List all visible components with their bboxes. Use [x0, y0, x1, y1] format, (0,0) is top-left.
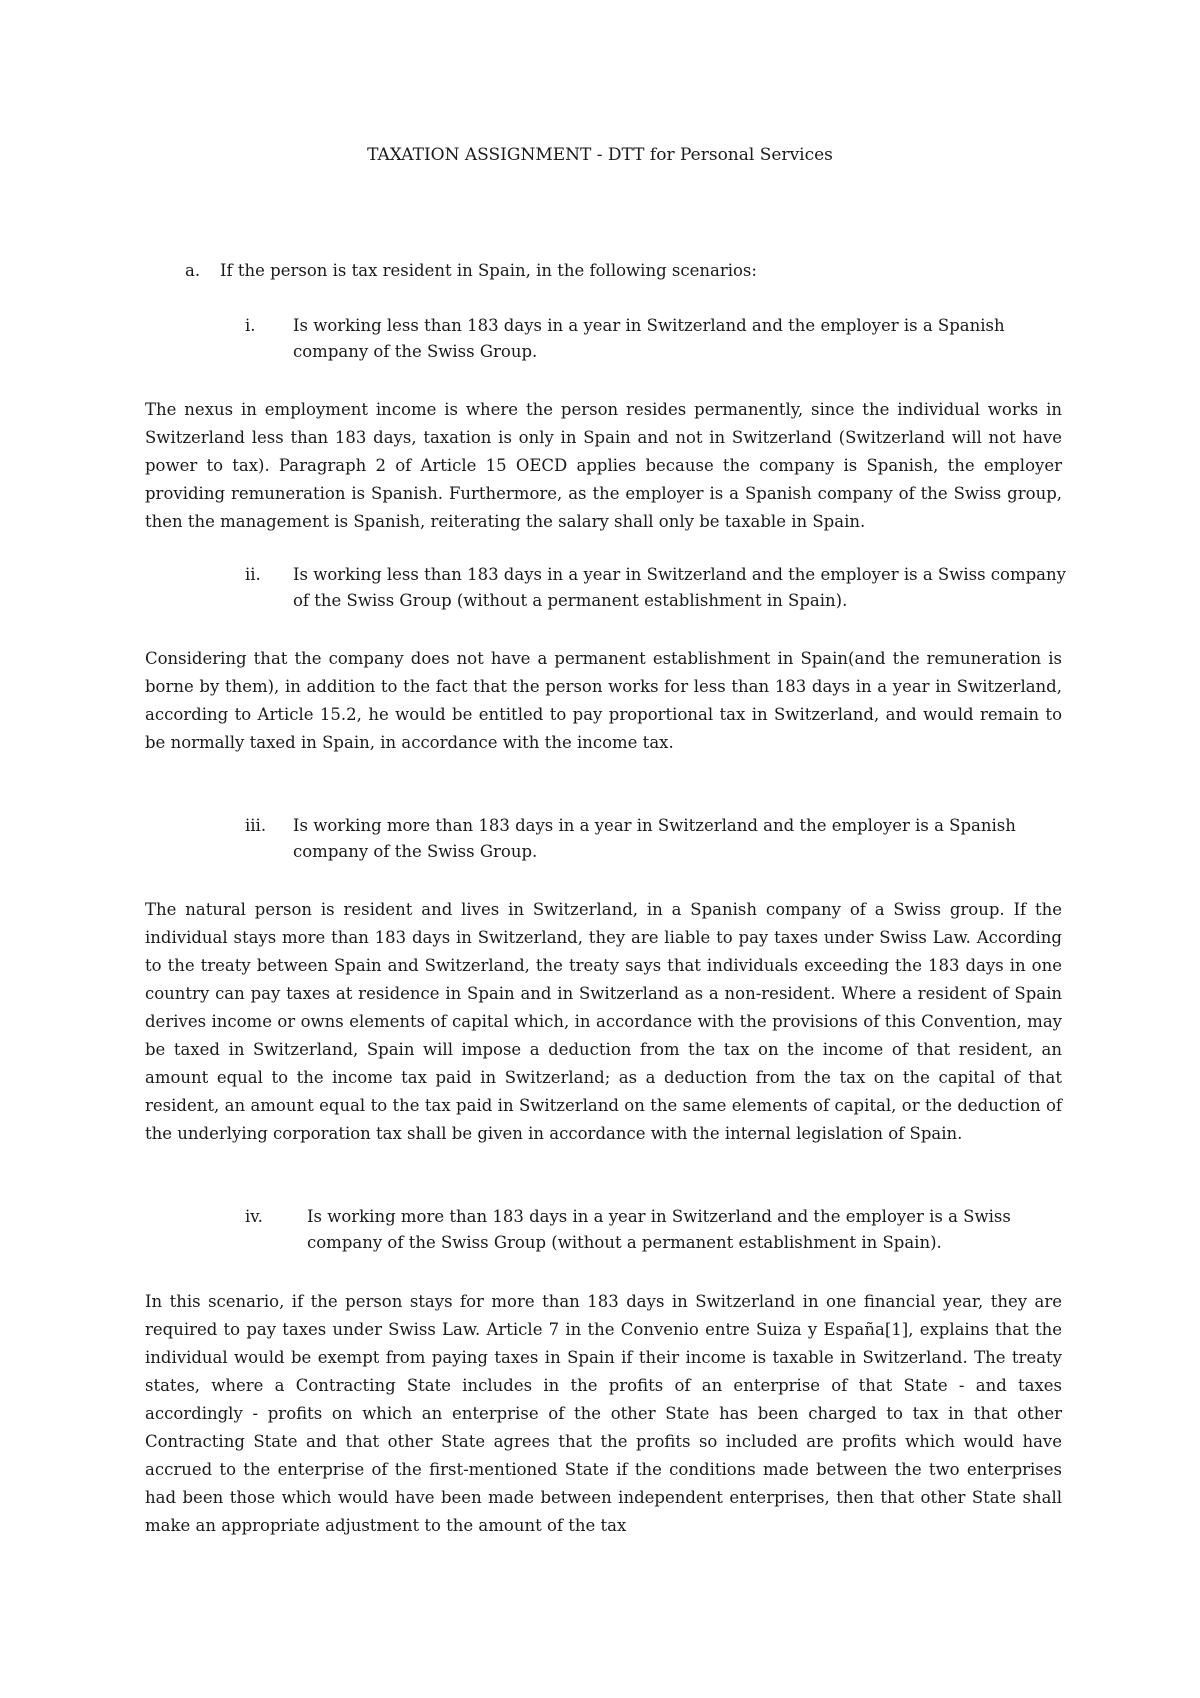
intro-item — [185, 258, 1065, 284]
scenario-text: Is working less than 183 days in a year in Switzerland and the employer is a Spanish company of the Swiss Group. — [293, 316, 1005, 361]
scenario-question — [245, 1204, 1070, 1256]
intro-marker: a. — [185, 261, 201, 280]
scenario-question — [245, 562, 1070, 614]
document-title: TAXATION ASSIGNMENT - DTT for Personal Services — [367, 145, 833, 165]
scenario-question — [245, 313, 1070, 365]
scenario-text: Is working more than 183 days in a year in Switzerland and the employer is a Spanish company of the Swiss Group. — [293, 816, 1016, 861]
scenario-question — [245, 813, 1070, 865]
scenario-text: Is working less than 183 days in a year in Switzerland and the employer is a Swiss company of the Swiss Group (without a permanent establishment in Spain). — [293, 565, 1066, 610]
intro-text: If the person is tax resident in Spain, in the following scenarios: — [220, 261, 757, 280]
scenario-answer: The natural person is resident and lives in Switzerland, in a Spanish company of a Swiss group. If the individual stays more than 183 days in Switzerland, they are liable to pay taxes under Swiss Law. According to the treaty between Spain and Switzerland, the treaty says that individuals exceeding the 183 days in one country can pay taxes at residence in Spain and in Switzerland as a non-resident. Where a resident of Spain derives income or owns elements of capital which, in accordance with the provisions of this Convention, may be taxed in Switzerland, Spain will impose a deduction from the tax on the income of that resident, an amount equal to the income tax paid in Switzerland; as a deduction from the tax on the capital of that resident, an amount equal to the tax paid in Switzerland on the same elements of capital, or the deduction of the underlying corporation tax shall be given in accordance with the internal legislation of Spain. — [145, 900, 1062, 1143]
scenario-answer: In this scenario, if the person stays for more than 183 days in Switzerland in one financial year, they are required to pay taxes under Swiss Law. Article 7 in the Convenio entre Suiza y España[1], explains that the individual would be exempt from paying taxes in Spain if their income is taxable in Switzerland. The treaty states, where a Contracting State includes in the profits of an enterprise of that State - and taxes accordingly - profits on which an enterprise of the other State has been charged to tax in that other Contracting State and that other State agrees that the profits so included are profits which would have accrued to the enterprise of the first-mentioned State if the conditions made between the two enterprises had been those which would have been made between independent enterprises, then that other State shall make an appropriate adjustment to the amount of the tax — [145, 1292, 1062, 1535]
scenario-text: Is working more than 183 days in a year in Switzerland and the employer is a Swiss company of the Swiss Group (without a permanent establishment in Spain). — [307, 1207, 1011, 1252]
scenario-marker: iii. — [245, 816, 267, 835]
scenario-marker: iv. — [245, 1207, 263, 1226]
scenario-marker: i. — [245, 316, 256, 335]
scenario-marker: ii. — [245, 565, 261, 584]
scenario-answer: Considering that the company does not have a permanent establishment in Spain(and the remuneration is borne by them), in addition to the fact that the person works for less than 183 days in a year in Switzerland, according to Article 15.2, he would be entitled to pay proportional tax in Switzerland, and would remain to be normally taxed in Spain, in accordance with the income tax. — [145, 649, 1062, 752]
scenario-answer: The nexus in employment income is where the person resides permanently, since the individual works in Switzerland less than 183 days, taxation is only in Spain and not in Switzerland (Switzerland will not have power to tax). Paragraph 2 of Article 15 OECD applies because the company is Spanish, the employer providing remuneration is Spanish. Furthermore, as the employer is a Spanish company of the Swiss group, then the management is Spanish, reiterating the salary shall only be taxable in Spain. — [145, 400, 1062, 531]
